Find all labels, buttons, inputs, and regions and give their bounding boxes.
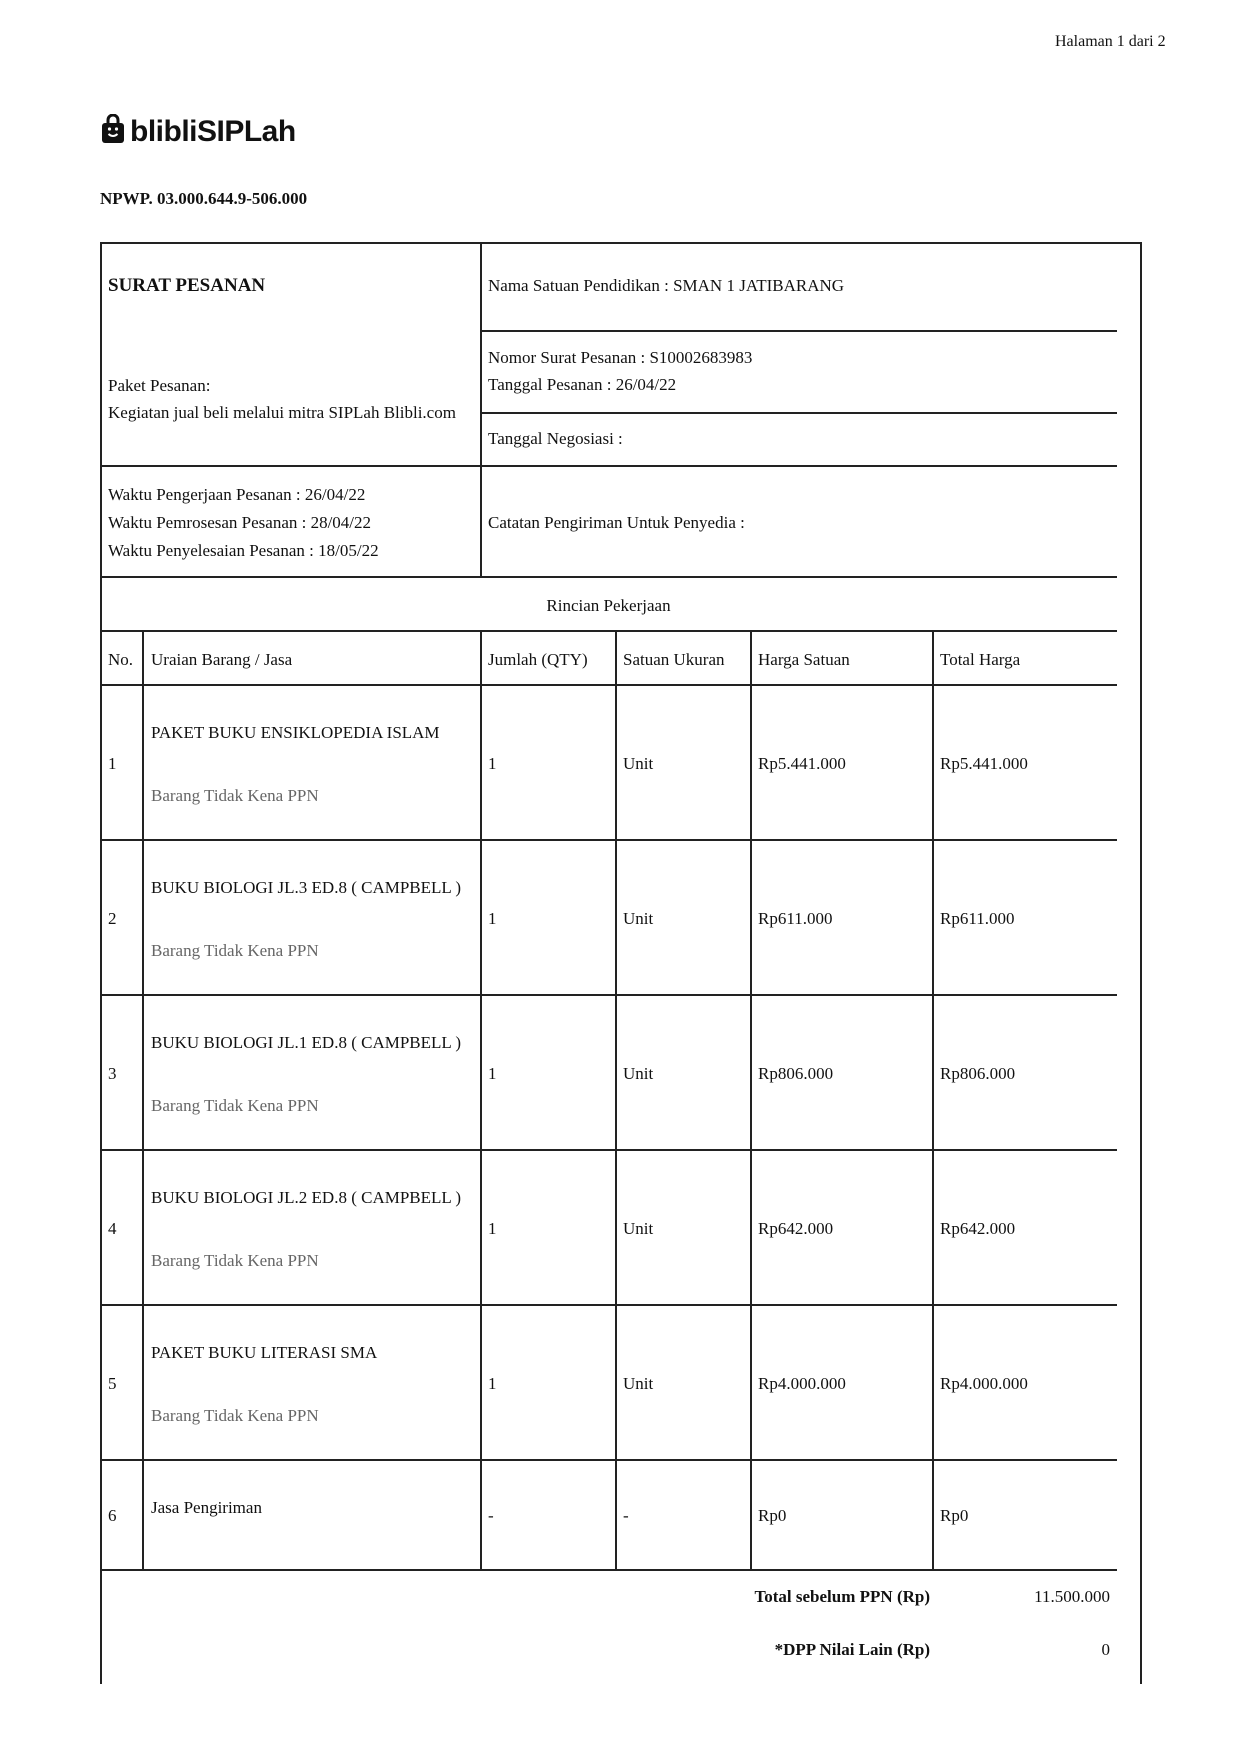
order-number: Nomor Surat Pesanan : S10002683983 xyxy=(488,348,753,367)
row-price: Rp806.000 xyxy=(758,1064,834,1083)
row-qty: - xyxy=(488,1506,494,1525)
package-value: Kegiatan jual beli melalui mitra SIPLah Blibli.com xyxy=(108,403,456,422)
row-no: 1 xyxy=(108,754,117,773)
row-no: 3 xyxy=(108,1064,117,1083)
negotiation-date: Tanggal Negosiasi : xyxy=(488,429,623,448)
row-item-name: BUKU BIOLOGI JL.3 ED.8 ( CAMPBELL ) xyxy=(151,878,462,897)
row-qty: 1 xyxy=(488,1064,497,1083)
document-title: SURAT PESANAN xyxy=(108,275,266,296)
row-item-name: Jasa Pengiriman xyxy=(151,1498,262,1517)
row-unit: Unit xyxy=(623,1374,654,1393)
work-time: Waktu Pengerjaan Pesanan : 26/04/22 xyxy=(108,485,366,504)
row-item-name: BUKU BIOLOGI JL.2 ED.8 ( CAMPBELL ) xyxy=(151,1188,462,1207)
order-date: Tanggal Pesanan : 26/04/22 xyxy=(488,375,677,394)
package-label: Paket Pesanan: xyxy=(108,376,211,395)
row-price: Rp0 xyxy=(758,1506,787,1525)
col-header-unit: Satuan Ukuran xyxy=(623,650,725,669)
details-title: Rincian Pekerjaan xyxy=(546,596,671,615)
row-unit: Unit xyxy=(623,1219,654,1238)
npwp-number: NPWP. 03.000.644.9-506.000 xyxy=(100,189,308,208)
row-tax-note: Barang Tidak Kena PPN xyxy=(151,1406,319,1425)
row-tax-note: Barang Tidak Kena PPN xyxy=(151,941,319,960)
row-item-name: PAKET BUKU ENSIKLOPEDIA ISLAM xyxy=(151,723,440,742)
dpp-label: *DPP Nilai Lain (Rp) xyxy=(774,1640,930,1659)
total-before-ppn-value: 11.500.000 xyxy=(1034,1587,1110,1606)
row-price: Rp642.000 xyxy=(758,1219,834,1238)
brand-name: blibliSIPLah xyxy=(130,114,296,148)
row-total: Rp642.000 xyxy=(940,1219,1016,1238)
row-unit: Unit xyxy=(623,909,654,928)
row-qty: 1 xyxy=(488,1219,497,1238)
row-tax-note: Barang Tidak Kena PPN xyxy=(151,1096,319,1115)
row-item-name: PAKET BUKU LITERASI SMA xyxy=(151,1343,378,1362)
col-header-price: Harga Satuan xyxy=(758,650,850,669)
row-tax-note: Barang Tidak Kena PPN xyxy=(151,1251,319,1270)
row-price: Rp611.000 xyxy=(758,909,833,928)
shipping-note: Catatan Pengiriman Untuk Penyedia : xyxy=(488,513,745,532)
row-qty: 1 xyxy=(488,754,497,773)
row-total: Rp611.000 xyxy=(940,909,1015,928)
row-unit: - xyxy=(623,1506,629,1525)
total-before-ppn-label: Total sebelum PPN (Rp) xyxy=(754,1587,930,1606)
row-item-name: BUKU BIOLOGI JL.1 ED.8 ( CAMPBELL ) xyxy=(151,1033,462,1052)
row-no: 6 xyxy=(108,1506,117,1525)
shopping-bag-icon xyxy=(101,114,125,149)
row-no: 2 xyxy=(108,909,117,928)
row-unit: Unit xyxy=(623,754,654,773)
row-tax-note: Barang Tidak Kena PPN xyxy=(151,786,319,805)
row-qty: 1 xyxy=(488,909,497,928)
school-name: Nama Satuan Pendidikan : SMAN 1 JATIBARANG xyxy=(488,276,845,295)
row-no: 5 xyxy=(108,1374,117,1393)
row-price: Rp5.441.000 xyxy=(758,754,846,773)
finish-time: Waktu Penyelesaian Pesanan : 18/05/22 xyxy=(108,541,379,560)
row-total: Rp5.441.000 xyxy=(940,754,1028,773)
dpp-value: 0 xyxy=(1101,1640,1110,1659)
row-total: Rp806.000 xyxy=(940,1064,1016,1083)
row-qty: 1 xyxy=(488,1374,497,1393)
col-header-qty: Jumlah (QTY) xyxy=(488,650,588,669)
row-total: Rp4.000.000 xyxy=(940,1374,1028,1393)
row-unit: Unit xyxy=(623,1064,654,1083)
row-price: Rp4.000.000 xyxy=(758,1374,846,1393)
brand-logo xyxy=(101,114,296,149)
process-time: Waktu Pemrosesan Pesanan : 28/04/22 xyxy=(108,513,372,532)
col-header-total: Total Harga xyxy=(940,650,1021,669)
col-header-no: No. xyxy=(108,650,134,669)
col-header-item: Uraian Barang / Jasa xyxy=(151,650,293,669)
page-number: Halaman 1 dari 2 xyxy=(1055,33,1166,50)
row-total: Rp0 xyxy=(940,1506,969,1525)
row-no: 4 xyxy=(108,1219,117,1238)
